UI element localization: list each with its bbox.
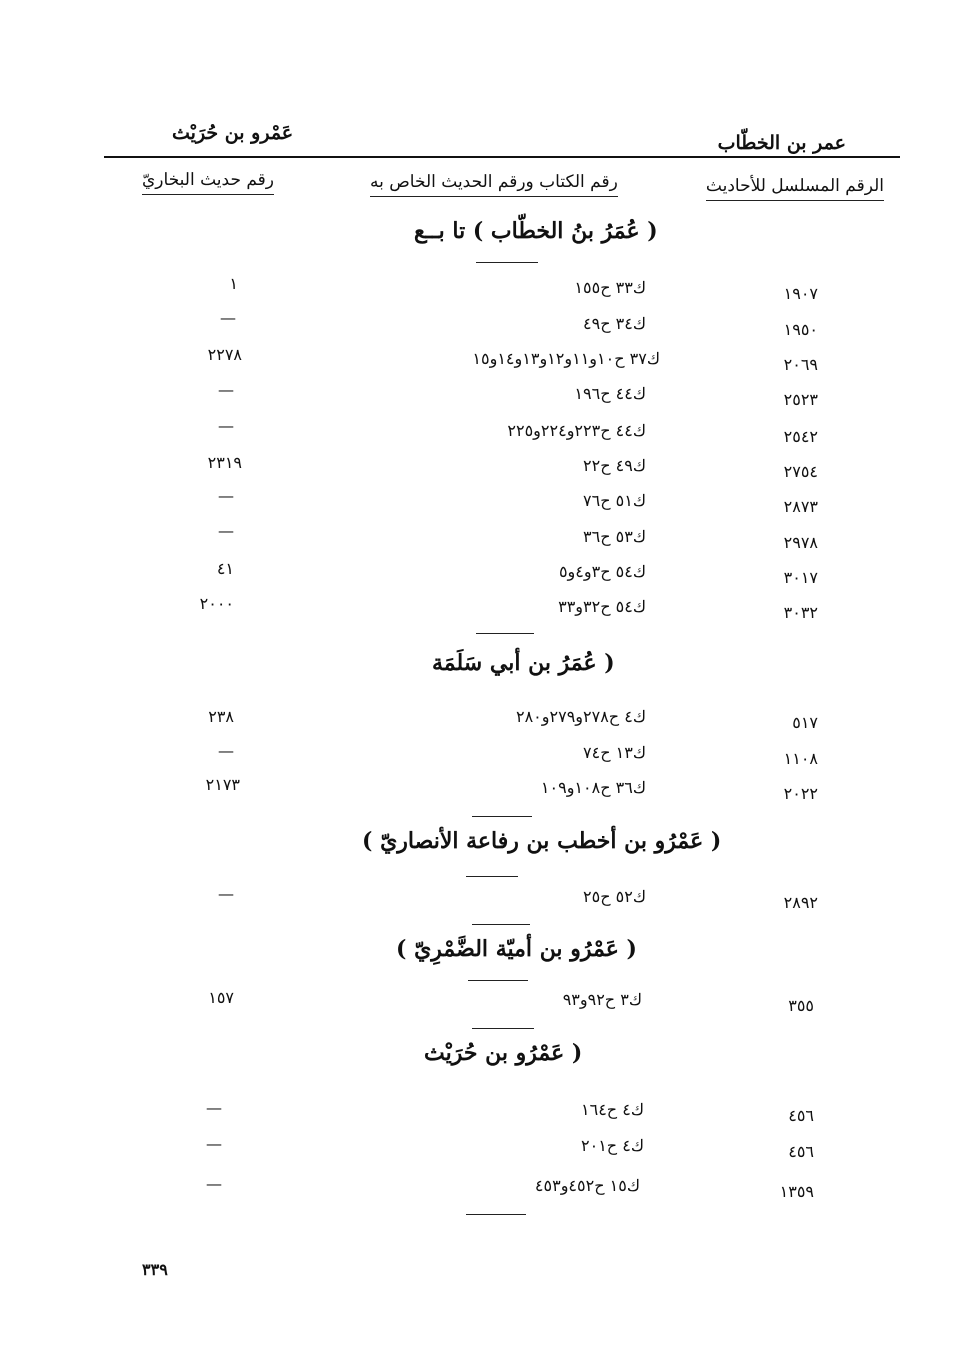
reference-cell: ك٤٤ ح٢٢٣و٢٢٤و٢٢٥ [507, 421, 646, 440]
section-divider [472, 924, 530, 925]
bukhari-cell: — [206, 1098, 222, 1117]
section-title: ( عَمْرُو بن أخطب بن رفاعة الأنصاريّ ) [362, 828, 722, 854]
bukhari-cell: ٢١٧٣ [205, 775, 240, 794]
serial-cell: ٤٥٦ [788, 1106, 814, 1125]
bukhari-cell: — [218, 380, 234, 399]
reference-cell: ك٣٣ ح١٥٥ [574, 278, 646, 297]
reference-cell: ك٣٦ ح١٠٨و١٠٩ [540, 778, 646, 797]
reference-cell: ك٥٤ ح٣و٤و٥ [558, 562, 646, 581]
reference-cell: ك٣٤ ح٤٩ [583, 314, 646, 333]
reference-cell: ك٤ ح٢٧٨و٢٧٩و٢٨٠ [515, 707, 646, 726]
serial-cell: ٢٨٧٣ [783, 497, 818, 516]
bukhari-cell: — [218, 486, 234, 505]
serial-cell: ٤٥٦ [788, 1142, 814, 1161]
bukhari-cell: — [206, 1174, 222, 1193]
section-divider [472, 816, 532, 817]
bukhari-cell: ٢٢٧٨ [207, 345, 242, 364]
bukhari-cell: ١٥٧ [208, 988, 234, 1007]
bukhari-cell: ٢٣١٩ [207, 453, 242, 472]
bukhari-cell: — [206, 1134, 222, 1153]
reference-cell: ك٤ ح١٦٤ [581, 1100, 644, 1119]
column-header-serial: الرقم المسلسل للأحاديث [706, 176, 884, 201]
section-divider [472, 1028, 534, 1029]
bukhari-cell: — [218, 741, 234, 760]
bukhari-cell: ٢٣٨ [208, 707, 234, 726]
reference-cell: ك١٣ ح٧٤ [583, 743, 646, 762]
reference-cell: ك٥٣ ح٣٦ [583, 527, 646, 546]
header-rule [104, 156, 900, 158]
serial-cell: ٣٠١٧ [783, 568, 818, 587]
bukhari-cell: — [218, 416, 234, 435]
reference-cell: ك١٥ ح٤٥٢و٤٥٣ [534, 1176, 640, 1195]
serial-cell: ٢٥٤٢ [783, 427, 818, 446]
serial-cell: ١٩٥٠ [783, 320, 818, 339]
serial-cell: ٥١٧ [792, 713, 818, 732]
serial-cell: ١٩٠٧ [783, 284, 818, 303]
section-divider [466, 1214, 526, 1215]
reference-cell: ك٣٧ ح١٠و١١و١٢و١٣و١٤و١٥ [472, 349, 660, 368]
serial-cell: ٢٠٦٩ [783, 355, 818, 374]
reference-cell: ك٣ ح٩٢و٩٣ [562, 990, 642, 1009]
section-divider [476, 633, 534, 634]
column-header-bukhari: رقم حديث البخاريّ [142, 170, 274, 195]
serial-cell: ٢٠٢٢ [783, 784, 818, 803]
reference-cell: ك٤٤ ح١٩٦ [574, 384, 646, 403]
section-title: ( عَمْرُو بن أميّة الضَّمْرِيّ ) [396, 936, 637, 962]
reference-cell: ك٤٩ ح٢٢ [583, 456, 646, 475]
serial-cell: ٣٥٥ [788, 996, 814, 1015]
section-title: ( عَمْرُو بن حُرَيْث [424, 1040, 583, 1066]
serial-cell: ٢٧٥٤ [783, 462, 818, 481]
page-number: ٣٣٩ [142, 1260, 168, 1279]
serial-cell: ٢٩٧٨ [783, 533, 818, 552]
reference-cell: ك٤ ح٢٠١ [581, 1136, 644, 1155]
column-header-book-hadith: رقم الكتاب ورقم الحديث الخاص به [370, 172, 618, 197]
bukhari-cell: — [218, 521, 234, 540]
running-header-left: عَمْرو بن حُرَيْث [172, 122, 294, 144]
reference-cell: ك٥١ ح٧٦ [583, 491, 646, 510]
reference-cell: ك٥٢ ح٢٥ [583, 887, 646, 906]
bukhari-cell: — [220, 308, 236, 327]
serial-cell: ٢٥٢٣ [783, 390, 818, 409]
section-title: ( عُمَرُ بنُ الخطّاب ) تا بــع [414, 218, 658, 244]
serial-cell: ٣٠٣٢ [783, 603, 818, 622]
serial-cell: ٢٨٩٢ [783, 893, 818, 912]
section-divider [466, 876, 518, 877]
bukhari-cell: — [218, 884, 234, 903]
bukhari-cell: ١ [229, 274, 238, 293]
running-header-right: عمر بن الخطّاب [717, 132, 846, 154]
section-divider [468, 980, 528, 981]
bukhari-cell: ٤١ [216, 559, 234, 578]
section-divider [476, 262, 538, 263]
section-title: ( عُمَرُ بن أبي سَلَمَة [432, 650, 615, 676]
serial-cell: ١١٠٨ [783, 749, 818, 768]
serial-cell: ١٣٥٩ [779, 1182, 814, 1201]
reference-cell: ك٥٤ ح٣٢و٣٣ [558, 597, 646, 616]
bukhari-cell: ٢٠٠٠ [199, 594, 234, 613]
